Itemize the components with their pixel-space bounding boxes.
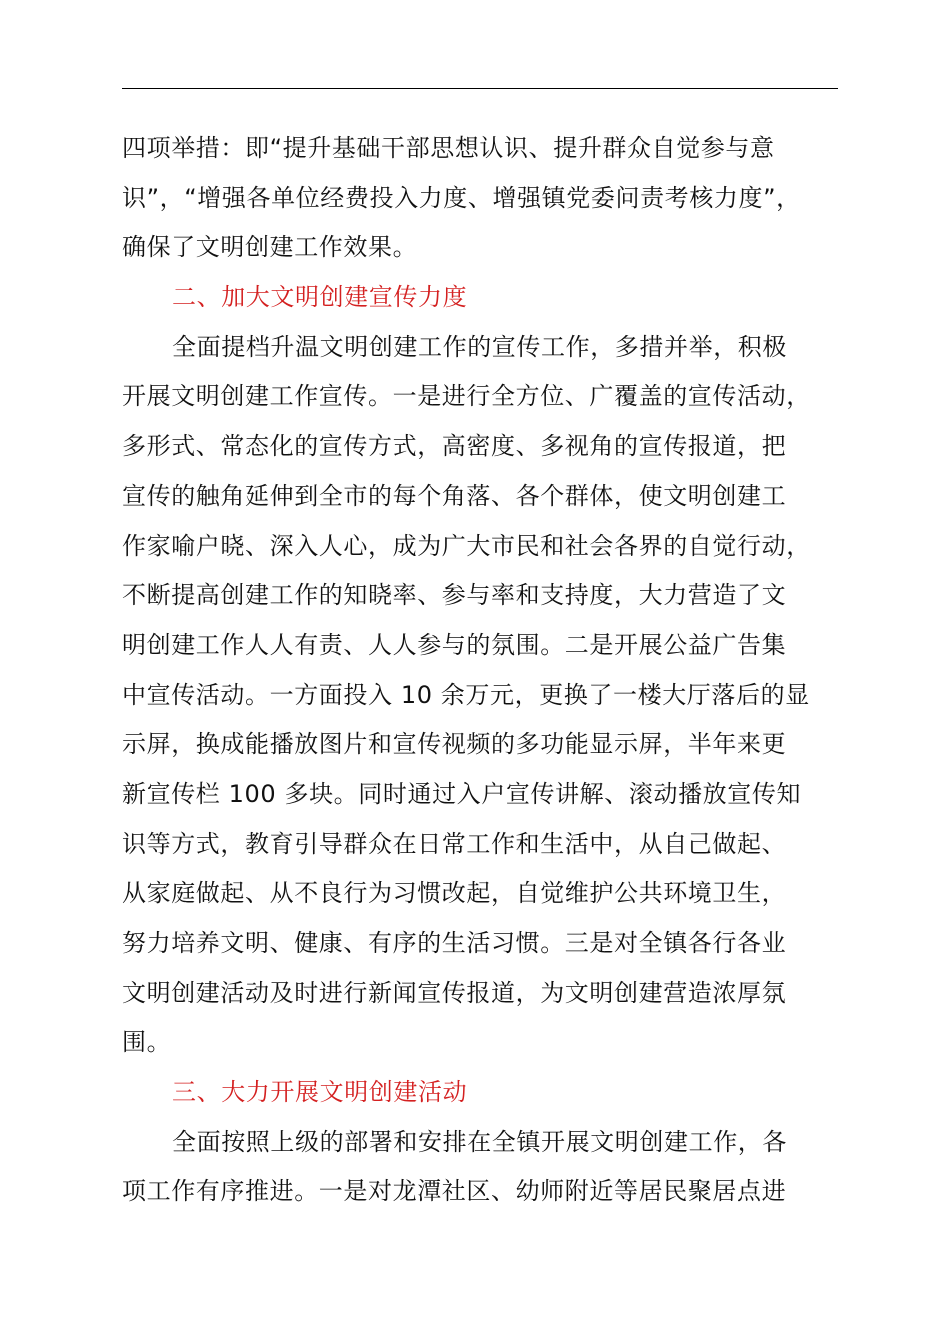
text-line: 新宣传栏 100 多块。同时通过入户宣传讲解、滚动播放宣传知 (122, 779, 802, 808)
text-line: 从家庭做起、从不良行为习惯改起，自觉维护公共环境卫生， (122, 879, 787, 908)
text-line: 项工作有序推进。一是对龙潭社区、幼师附近等居民聚居点进 (122, 1177, 787, 1206)
document-body (122, 124, 838, 1217)
section-heading-2: 二、加大文明创建宣传力度 (172, 283, 468, 312)
text-line: 全面按照上级的部署和安排在全镇开展文明创建工作，各 (172, 1127, 787, 1156)
section-heading-3: 三、大力开展文明创建活动 (172, 1078, 468, 1107)
text-line: 示屏，换成能播放图片和宣传视频的多功能显示屏，半年来更 (122, 730, 787, 759)
text-line: 多形式、常态化的宣传方式，高密度、多视角的宣传报道，把 (122, 432, 787, 461)
text-line: 不断提高创建工作的知晓率、参与率和支持度，大力营造了文 (122, 581, 787, 610)
text-line: 开展文明创建工作宣传。一是进行全方位、广覆盖的宣传活动， (122, 382, 811, 411)
text-line: 四项举措：即“提升基础干部思想认识、提升群众自觉参与意 (122, 134, 775, 162)
text-line: 努力培养文明、健康、有序的生活习惯。三是对全镇各行各业 (122, 929, 787, 957)
text-line: 识”，“增强各单位经费投入力度、增强镇党委问责考核力度”， (122, 183, 801, 212)
text-line: 作家喻户晓、深入人心，成为广大市民和社会各界的自觉行动， (122, 531, 811, 560)
text-line: 围。 (122, 1028, 172, 1057)
text-line: 文明创建活动及时进行新闻宣传报道，为文明创建营造浓厚氛 (122, 978, 787, 1007)
text-line: 全面提档升温文明创建工作的宣传工作，多措并举，积极 (172, 332, 787, 361)
text-line: 确保了文明创建工作效果。 (122, 233, 418, 262)
text-line: 明创建工作人人有责、人人参与的氛围。二是开展公益广告集 (122, 630, 787, 659)
header-rule (122, 88, 838, 89)
text-line: 识等方式，教育引导群众在日常工作和生活中，从自己做起、 (122, 829, 787, 858)
text-line: 宣传的触角延伸到全市的每个角落、各个群体，使文明创建工 (122, 481, 787, 510)
text-line: 中宣传活动。一方面投入 10 余万元，更换了一楼大厅落后的显 (122, 680, 810, 709)
